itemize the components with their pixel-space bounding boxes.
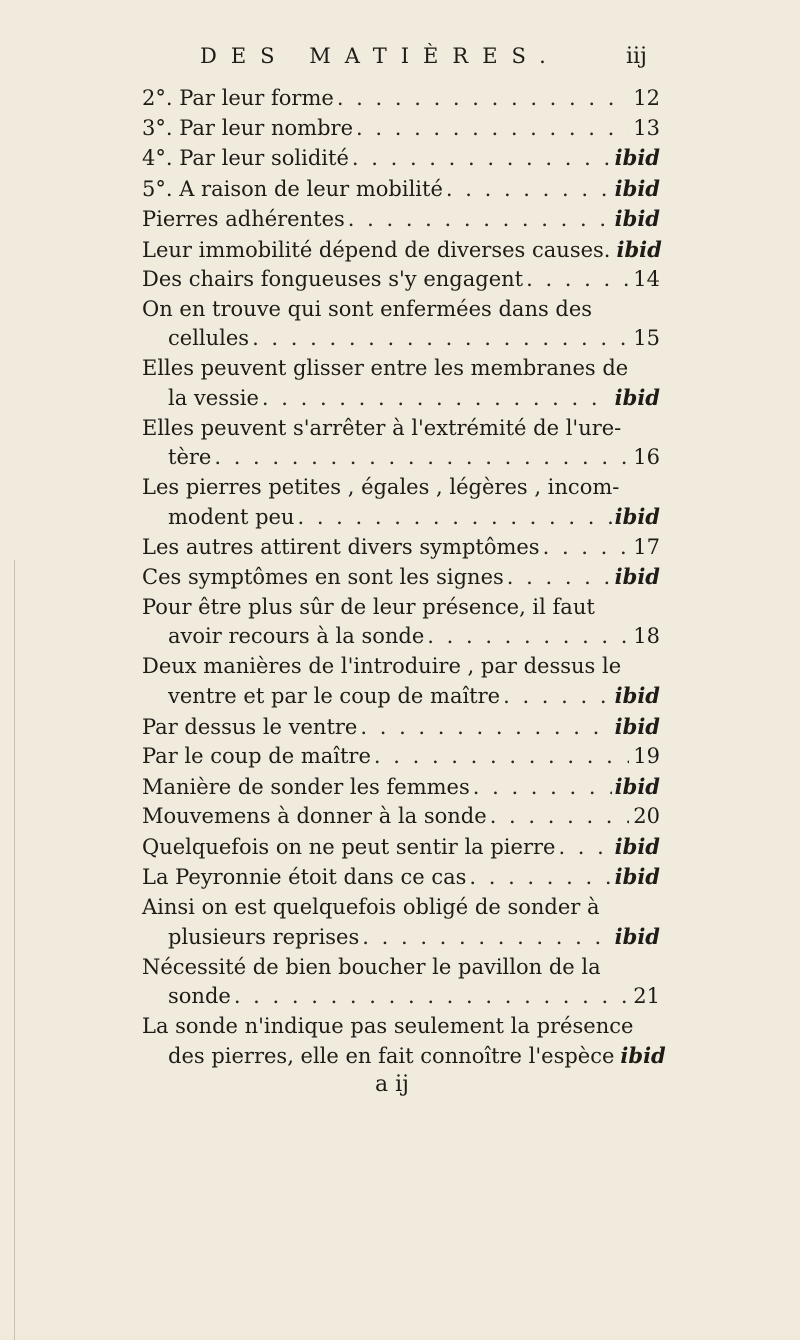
toc-page-ref: ibid — [614, 385, 660, 410]
toc-page-ref: ibid — [614, 175, 660, 201]
toc-page-ref: ibid — [614, 206, 660, 231]
toc-page-ref: 16 — [633, 445, 660, 469]
toc-entry-text: 5°. A raison de leur mobilité — [142, 176, 443, 201]
toc-entry — [142, 204, 660, 235]
toc-entry — [142, 1012, 666, 1072]
toc-entry-line: Pour être plus sûr de leur présence, il faut — [142, 594, 595, 619]
dot-leader — [362, 923, 611, 953]
toc-page-ref: ibid — [616, 236, 662, 262]
signature-mark: a ij — [375, 1072, 409, 1097]
toc-entry — [142, 893, 660, 953]
toc-entry-text: tère — [168, 445, 212, 469]
toc-entry — [142, 712, 660, 743]
toc-entry-line: On en trouve qui sont enfermées dans des — [142, 296, 593, 321]
toc-entry — [142, 174, 660, 205]
toc-page-ref: ibid — [614, 833, 660, 859]
toc-entry — [142, 265, 660, 295]
dot-leader — [297, 503, 611, 533]
dot-leader — [352, 144, 612, 174]
toc-page-ref: ibid — [620, 1043, 666, 1068]
toc-entry-text: avoir recours à la sonde — [168, 624, 425, 648]
toc-entry — [142, 235, 660, 266]
dot-leader — [374, 742, 629, 772]
toc-page-ref: 14 — [633, 267, 660, 291]
toc-entry-text: Ces symptômes en sont les signes — [142, 565, 504, 589]
toc-page-ref: 20 — [633, 804, 660, 828]
toc-page-ref: ibid — [614, 713, 660, 739]
toc-entry-line: Deux manières de l'introduire , par dessus le — [142, 653, 622, 678]
toc-entry-text: sonde — [168, 984, 231, 1008]
toc-entry-text: La Peyronnie étoit dans ce cas — [142, 865, 467, 889]
toc-page-ref: 19 — [633, 744, 660, 768]
page-number: iij — [626, 44, 647, 69]
toc-page-ref: ibid — [614, 773, 660, 799]
toc-page-ref: ibid — [614, 924, 660, 949]
toc-entry-text: 4°. Par leur solidité — [142, 146, 349, 170]
toc-page-ref: 17 — [633, 534, 660, 559]
toc-entry — [142, 114, 660, 144]
running-head: DES MATIÈRES. — [200, 44, 560, 68]
toc-page-ref: 15 — [633, 326, 660, 350]
toc-entry-line: Les pierres petites , égales , légères , incom- — [142, 474, 620, 499]
dot-leader — [543, 533, 629, 563]
toc-entry-line: Elles peuvent s'arrêter à l'extrémité de l'ure- — [142, 415, 622, 440]
toc-entry-line: Ainsi on est quelquefois obligé de sonder à — [142, 894, 600, 919]
toc-entry-text: Leur immobilité dépend de diverses causes. — [142, 237, 611, 262]
toc-page-ref: 21 — [633, 984, 660, 1008]
toc-entry-text: cellules — [168, 326, 250, 350]
toc-entry-text: Les autres attirent divers symptômes — [142, 534, 540, 559]
toc-entry-text: 2°. Par leur forme — [142, 86, 334, 110]
toc-entry-line: Elles peuvent glisser entre les membranes de — [142, 355, 629, 380]
toc-entry — [142, 953, 660, 1012]
toc-entry — [142, 533, 660, 563]
toc-entry-text: Mouvemens à donner à la sonde — [142, 804, 487, 828]
dot-leader — [214, 443, 629, 473]
dot-leader — [503, 682, 612, 712]
dot-leader — [348, 205, 612, 235]
toc-page-ref: 13 — [633, 115, 660, 140]
toc-entry-text: des pierres, elle en fait connoître l'espèce — [168, 1044, 615, 1068]
toc-entry-text: Par le coup de maître — [142, 744, 371, 768]
toc-entry-text: Pierres adhérentes — [142, 207, 345, 231]
table-of-contents — [142, 84, 666, 1072]
toc-entry — [142, 652, 660, 712]
toc-entry-text: Quelquefois on ne peut sentir la pierre — [142, 834, 556, 859]
page-edge-line — [14, 560, 15, 1340]
toc-page-ref: ibid — [614, 145, 660, 170]
toc-entry-text: la vessie — [168, 386, 259, 410]
toc-entry-line: Nécessité de bien boucher le pavillon de la — [142, 954, 601, 979]
dot-leader — [526, 265, 629, 295]
toc-page-ref: ibid — [614, 864, 660, 889]
dot-leader — [262, 384, 612, 414]
dot-leader — [252, 324, 629, 354]
toc-page-ref: ibid — [614, 504, 660, 529]
toc-entry — [142, 84, 660, 114]
toc-entry — [142, 862, 660, 893]
dot-leader — [427, 622, 629, 652]
toc-entry — [142, 562, 660, 593]
toc-page-ref: 18 — [633, 624, 660, 648]
toc-entry-text: Manière de sonder les femmes — [142, 774, 470, 799]
toc-entry — [142, 742, 660, 772]
toc-entry — [142, 414, 660, 473]
toc-entry-text: Par dessus le ventre — [142, 714, 358, 739]
toc-entry — [142, 593, 660, 652]
toc-entry — [142, 354, 660, 414]
toc-page-ref: 12 — [633, 86, 660, 110]
toc-entry-text: modent peu — [168, 505, 295, 529]
dot-leader — [360, 713, 611, 743]
dot-leader — [337, 84, 629, 114]
toc-entry — [142, 295, 660, 354]
dot-leader — [473, 773, 612, 803]
toc-entry — [142, 473, 660, 533]
toc-entry — [142, 832, 660, 863]
dot-leader — [234, 982, 629, 1012]
dot-leader — [469, 863, 611, 893]
toc-entry-text: ventre et par le coup de maître — [168, 684, 501, 708]
dot-leader — [490, 802, 629, 832]
toc-page-ref: ibid — [614, 683, 660, 708]
toc-entry-text: plusieurs reprises — [168, 925, 360, 949]
dot-leader — [507, 563, 612, 593]
toc-entry — [142, 772, 660, 803]
toc-entry-text: 3°. Par leur nombre — [142, 115, 354, 140]
dot-leader — [446, 175, 612, 205]
dot-leader — [558, 833, 611, 863]
toc-entry-line: La sonde n'indique pas seulement la présence — [142, 1013, 634, 1038]
dot-leader — [356, 114, 629, 144]
toc-page-ref: ibid — [614, 564, 660, 589]
toc-entry — [142, 143, 660, 174]
toc-entry-text: Des chairs fongueuses s'y engagent — [142, 267, 524, 291]
toc-entry — [142, 802, 660, 832]
